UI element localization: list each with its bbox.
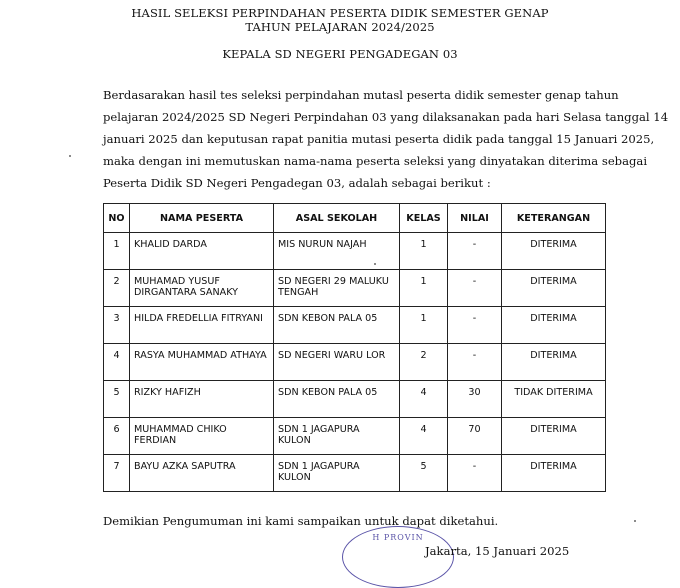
paragraph-line: Berdasarakan hasil tes seleksi perpindahan mutasl peserta didik semester genap tahun (103, 88, 619, 102)
cell-nilai: - (448, 233, 502, 270)
header-nama: NAMA PESERTA (130, 204, 274, 233)
closing-statement: Demikian Pengumuman ini kami sampaikan untuk dapat diketahui. (103, 514, 499, 528)
cell-no: 6 (104, 418, 130, 455)
table-row (104, 381, 606, 418)
cell-no: 2 (104, 270, 130, 307)
signature-date: Jakarta, 15 Januari 2025 (425, 544, 570, 558)
scan-speck (374, 263, 376, 265)
document-title: HASIL SELEKSI PERPINDAHAN PESERTA DIDIK SEMESTER GENAP (131, 6, 549, 20)
cell-nama: RIZKY HAFIZH (130, 381, 274, 418)
cell-asal: SDN 1 JAGAPURA KULON (274, 418, 400, 455)
scan-speck (69, 155, 71, 157)
cell-kelas: 4 (400, 418, 448, 455)
table-row (104, 455, 606, 492)
cell-no: 4 (104, 344, 130, 381)
table-row (104, 418, 606, 455)
cell-kelas: 1 (400, 307, 448, 344)
paragraph-line: pelajaran 2024/2025 SD Negeri Perpindahan 03 yang dilaksanakan pada hari Selasa tanggal 14 (103, 110, 669, 124)
cell-nama: MUHAMAD YUSUF DIRGANTARA SANAKY (130, 270, 274, 307)
cell-nilai: - (448, 270, 502, 307)
cell-kelas: 2 (400, 344, 448, 381)
header-kelas: KELAS (400, 204, 448, 233)
intro-paragraph (103, 84, 669, 194)
cell-asal: SDN KEBON PALA 05 (274, 381, 400, 418)
header-asal: ASAL SEKOLAH (274, 204, 400, 233)
cell-nama: HILDA FREDELLIA FITRYANI (130, 307, 274, 344)
cell-no: 3 (104, 307, 130, 344)
table-row (104, 233, 606, 270)
cell-keterangan: DITERIMA (502, 307, 606, 344)
cell-nilai: 30 (448, 381, 502, 418)
table-row (104, 344, 606, 381)
cell-no: 1 (104, 233, 130, 270)
results-table (103, 203, 606, 492)
cell-keterangan: DITERIMA (502, 233, 606, 270)
cell-no: 5 (104, 381, 130, 418)
cell-no: 7 (104, 455, 130, 492)
cell-kelas: 1 (400, 270, 448, 307)
cell-asal: SD NEGERI WARU LOR (274, 344, 400, 381)
stamp-text: H PROVIN (372, 533, 424, 542)
document-issuer: KEPALA SD NEGERI PENGADEGAN 03 (222, 47, 458, 61)
cell-kelas: 1 (400, 233, 448, 270)
cell-nilai: - (448, 344, 502, 381)
cell-asal: SDN KEBON PALA 05 (274, 307, 400, 344)
header-no: NO (104, 204, 130, 233)
table-row (104, 307, 606, 344)
table-header-row (104, 204, 606, 233)
header-nilai: NILAI (448, 204, 502, 233)
cell-keterangan: DITERIMA (502, 455, 606, 492)
document-subtitle: TAHUN PELAJARAN 2024/2025 (245, 20, 435, 34)
cell-nama: KHALID DARDA (130, 233, 274, 270)
paragraph-line: januari 2025 dan keputusan rapat panitia mutasi peserta didik pada tanggal 15 Januari 2025, (103, 132, 655, 146)
cell-nama: RASYA MUHAMMAD ATHAYA (130, 344, 274, 381)
cell-asal: SD NEGERI 29 MALUKU TENGAH (274, 270, 400, 307)
cell-kelas: 4 (400, 381, 448, 418)
header-keterangan: KETERANGAN (502, 204, 606, 233)
cell-keterangan: DITERIMA (502, 418, 606, 455)
cell-nama: MUHAMMAD CHIKO FERDIAN (130, 418, 274, 455)
scan-speck (634, 520, 636, 522)
cell-nama: BAYU AZKA SAPUTRA (130, 455, 274, 492)
cell-nilai: - (448, 307, 502, 344)
cell-keterangan: TIDAK DITERIMA (502, 381, 606, 418)
cell-nilai: - (448, 455, 502, 492)
cell-kelas: 5 (400, 455, 448, 492)
paragraph-line: Peserta Didik SD Negeri Pengadegan 03, adalah sebagai berikut : (103, 176, 491, 190)
cell-asal: SDN 1 JAGAPURA KULON (274, 455, 400, 492)
cell-nilai: 70 (448, 418, 502, 455)
cell-keterangan: DITERIMA (502, 344, 606, 381)
table-row (104, 270, 606, 307)
paragraph-line: maka dengan ini memutuskan nama-nama peserta seleksi yang dinyatakan diterima sebagai (103, 154, 648, 168)
cell-keterangan: DITERIMA (502, 270, 606, 307)
cell-asal: MIS NURUN NAJAH (274, 233, 400, 270)
